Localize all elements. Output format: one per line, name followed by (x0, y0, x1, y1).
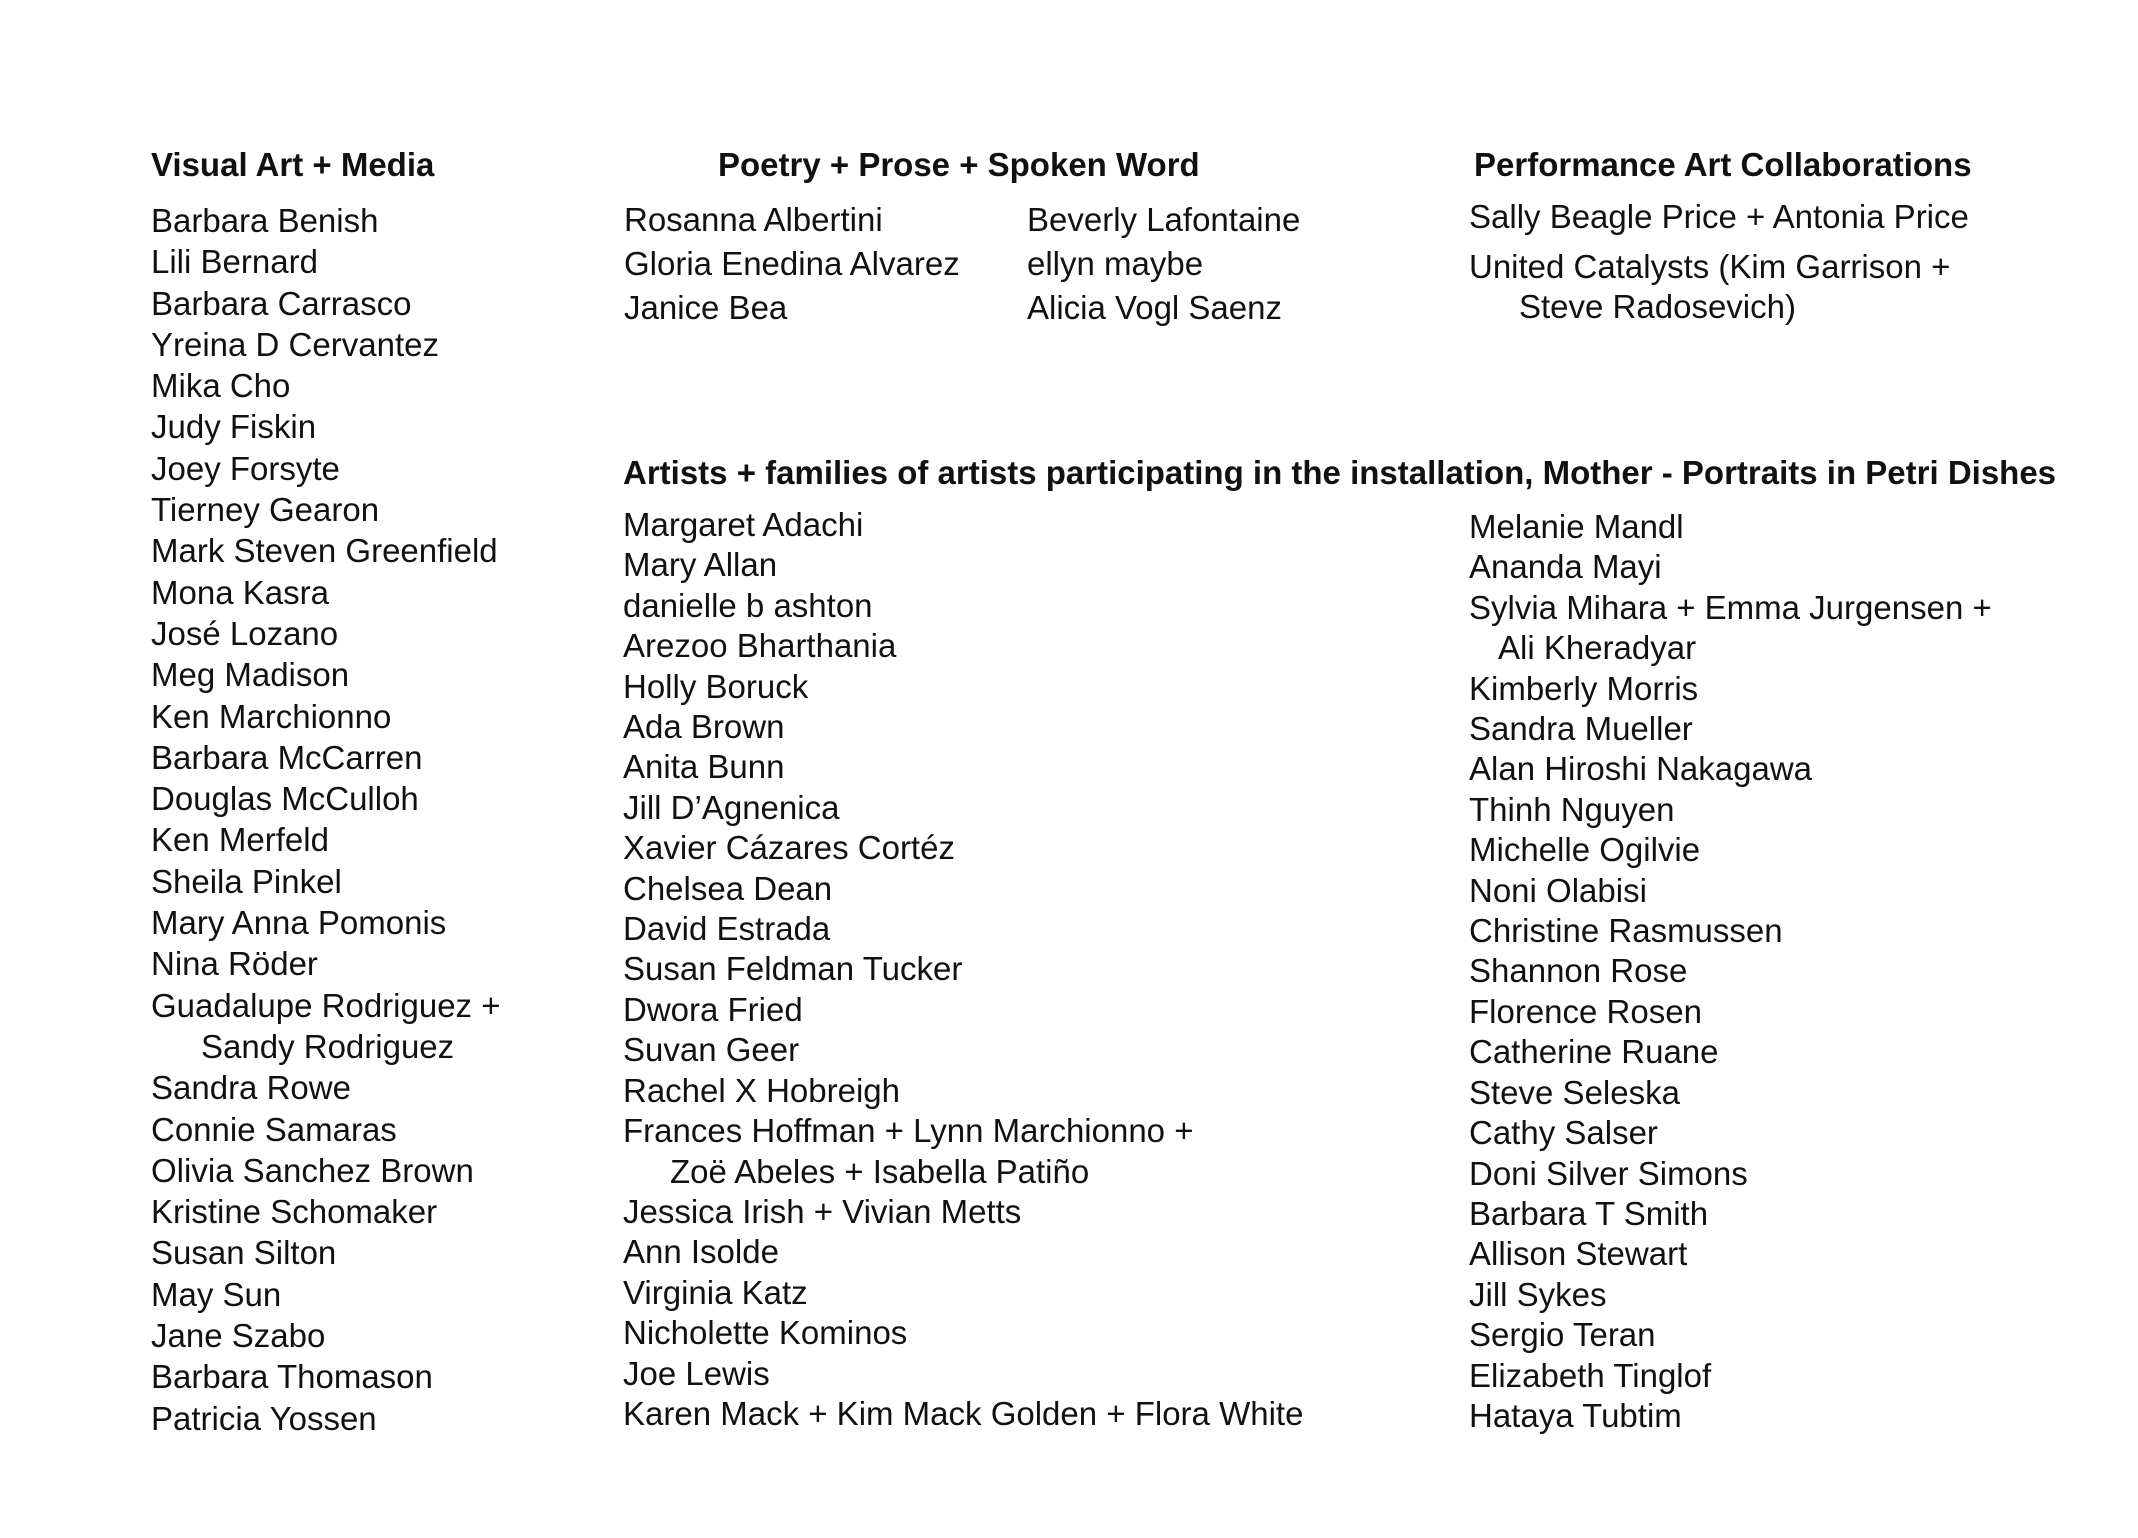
list-item: Catherine Ruane (1469, 1033, 1719, 1071)
list-item (623, 1111, 1303, 1192)
list-item-line: Frances Hoffman + Lynn Marchionno + (623, 1112, 1194, 1150)
list-item: Steve Seleska (1469, 1073, 1680, 1111)
list-item: Douglas McCulloh (151, 780, 419, 818)
list-item: Barbara McCarren (151, 738, 423, 776)
families-heading: Artists + families of artists participating in the installation, Mother - Portraits in Petri Dishes (623, 454, 2057, 491)
list-item: Mika Cho (151, 367, 291, 405)
list-item: Janice Bea (624, 289, 788, 326)
list-item: Karen Mack + Kim Mack Golden + Flora White (623, 1394, 1304, 1432)
list-item: Sandra Mueller (1469, 710, 1693, 748)
list-item: Thinh Nguyen (1469, 790, 1675, 828)
poetry-list-column-1 (624, 198, 960, 330)
list-item: Anita Bunn (623, 748, 785, 786)
performance-list (1469, 197, 1969, 337)
list-item: Cathy Salser (1469, 1114, 1658, 1152)
list-item: Barbara Carrasco (151, 284, 412, 322)
list-item: Jane Szabo (151, 1317, 326, 1355)
list-item: Barbara Benish (151, 202, 379, 239)
list-item: Hataya Tubtim (1469, 1396, 1682, 1434)
list-item: Mary Allan (623, 546, 778, 584)
list-item-continuation: Sandy Rodriguez (201, 1027, 455, 1065)
list-item: Elizabeth Tinglof (1469, 1356, 1712, 1394)
list-item: Virginia Katz (623, 1273, 808, 1311)
list-item: Rachel X Hobreigh (623, 1071, 900, 1109)
visual-art-media-list (151, 200, 591, 1439)
list-item: David Estrada (623, 910, 831, 948)
list-item: Nina Röder (151, 945, 318, 983)
list-item: Mona Kasra (151, 573, 329, 611)
list-item: Kimberly Morris (1469, 669, 1699, 707)
list-item: Susan Silton (151, 1234, 337, 1272)
visual-art-media-heading: Visual Art + Media (151, 146, 435, 183)
list-item: Ananda Mayi (1469, 548, 1662, 586)
list-item-line: Guadalupe Rodriguez + (151, 986, 501, 1024)
list-item (151, 985, 591, 1068)
list-item: Alicia Vogl Saenz (1027, 289, 1282, 326)
list-item: Dwora Fried (623, 990, 803, 1028)
list-item: Sally Beagle Price + Antonia Price (1469, 198, 1969, 235)
list-item: Noni Olabisi (1469, 871, 1647, 909)
families-list-column-2 (1469, 507, 1992, 1436)
list-item: Beverly Lafontaine (1027, 201, 1301, 238)
list-item-line: United Catalysts (Kim Garrison + (1469, 248, 1951, 285)
list-item: Susan Feldman Tucker (623, 950, 963, 988)
list-item: danielle b ashton (623, 586, 873, 624)
list-item: Ken Merfeld (151, 821, 329, 859)
list-item-continuation: Zoë Abeles + Isabella Patiño (670, 1152, 1090, 1190)
list-item: Sheila Pinkel (151, 862, 342, 900)
list-item: Rosanna Albertini (624, 201, 883, 238)
list-item: Sergio Teran (1469, 1316, 1656, 1354)
list-item: Doni Silver Simons (1469, 1154, 1748, 1192)
list-item: Ann Isolde (623, 1233, 779, 1271)
list-item: Yreina D Cervantez (151, 325, 439, 363)
list-item: Jill Sykes (1469, 1275, 1607, 1313)
list-item: Margaret Adachi (623, 506, 864, 543)
list-item: Shannon Rose (1469, 952, 1688, 990)
list-item: Christine Rasmussen (1469, 912, 1783, 950)
families-list-column-1 (623, 505, 1303, 1434)
list-item: Florence Rosen (1469, 992, 1702, 1030)
poetry-list-column-2 (1027, 198, 1300, 330)
list-item: Jessica Irish + Vivian Metts (623, 1192, 1022, 1230)
poetry-heading: Poetry + Prose + Spoken Word (718, 146, 1200, 183)
list-item (1469, 588, 1992, 669)
list-item: Michelle Ogilvie (1469, 831, 1701, 869)
list-item: Allison Stewart (1469, 1235, 1688, 1273)
list-item: Barbara Thomason (151, 1358, 433, 1396)
list-item: Ken Marchionno (151, 697, 392, 735)
list-item: Olivia Sanchez Brown (151, 1151, 474, 1189)
list-item: Lili Bernard (151, 243, 318, 281)
list-item: May Sun (151, 1275, 282, 1313)
list-item: Mark Steven Greenfield (151, 532, 498, 570)
list-item: Arezoo Bharthania (623, 627, 897, 665)
list-item: Patricia Yossen (151, 1399, 377, 1437)
list-item: Sandra Rowe (151, 1069, 351, 1107)
list-item (1469, 247, 1969, 327)
list-item: Jill D’Agnenica (623, 788, 840, 826)
list-item: Kristine Schomaker (151, 1193, 438, 1231)
list-item: ellyn maybe (1027, 245, 1204, 282)
list-item: Suvan Geer (623, 1031, 800, 1069)
list-item: Meg Madison (151, 656, 350, 694)
list-item-continuation: Steve Radosevich) (1519, 288, 1796, 325)
list-item: Xavier Cázares Cortéz (623, 829, 955, 867)
list-item-line: Sylvia Mihara + Emma Jurgensen + (1469, 588, 1992, 626)
list-item: Gloria Enedina Alvarez (624, 245, 960, 282)
list-item: Barbara T Smith (1469, 1194, 1709, 1232)
list-item: Joey Forsyte (151, 449, 340, 487)
list-item: Tierney Gearon (151, 491, 380, 529)
list-item: Ada Brown (623, 708, 785, 746)
visual-art-media-section (151, 145, 591, 1439)
list-item-continuation: Ali Kheradyar (1498, 629, 1697, 667)
list-item: Joe Lewis (623, 1354, 770, 1392)
list-item: Holly Boruck (623, 667, 809, 705)
list-item: Nicholette Kominos (623, 1314, 908, 1352)
list-item: Alan Hiroshi Nakagawa (1469, 750, 1813, 788)
list-item: Melanie Mandl (1469, 508, 1684, 545)
list-item: Chelsea Dean (623, 869, 833, 907)
list-item: José Lozano (151, 614, 339, 652)
performance-heading: Performance Art Collaborations (1474, 146, 1972, 183)
list-item: Judy Fiskin (151, 408, 317, 446)
list-item: Connie Samaras (151, 1110, 397, 1148)
list-item: Mary Anna Pomonis (151, 904, 447, 942)
